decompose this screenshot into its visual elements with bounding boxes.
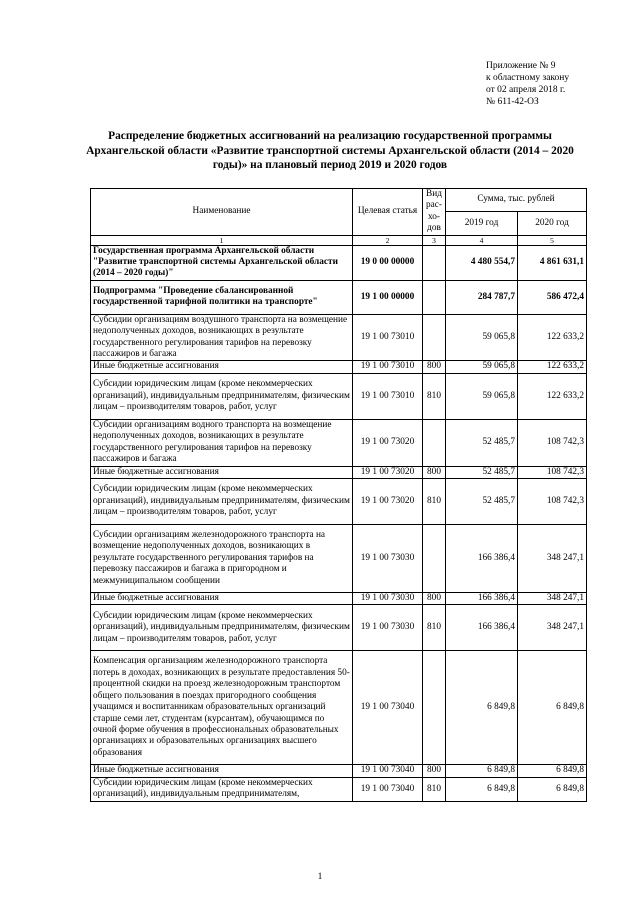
- row-target-code-cell: 19 1 00 73030: [353, 605, 423, 651]
- header-target: Целевая статья: [353, 189, 423, 236]
- header-expense-type: Вид рас-хо-дов: [423, 189, 446, 236]
- page-number: 1: [317, 872, 323, 882]
- row-sum-2019-cell: 52 485,7: [446, 419, 518, 466]
- row-target-code-cell: 19 1 00 73010: [353, 314, 423, 361]
- table-row: [91, 765, 587, 777]
- index-row: [91, 235, 587, 245]
- annex-line: Приложение № 9: [486, 61, 556, 71]
- row-name-cell: Иные бюджетные ассигнования: [91, 765, 353, 777]
- row-name-cell: Субсидии юридическим лицам (кроме некоммерческих организаций), индивидуальным предпринимателям, физическим лицам – производителям товаров, работ, услуг: [91, 373, 353, 419]
- header-2019: 2019 год: [446, 212, 518, 235]
- row-name-cell: Субсидии организациям водного транспорта на возмещение недополученных доходов, возникающих в результате государственного регулирования тарифов на перевозку пассажиров и багажа: [91, 419, 353, 466]
- row-name-cell: Субсидии юридическим лицам (кроме некоммерческих организаций), индивидуальным предпринимателям, физическим лицам – производителям товаров, работ, услуг: [91, 605, 353, 651]
- budget-table: [90, 188, 587, 802]
- table-row: [91, 524, 587, 592]
- table-row: [91, 419, 587, 466]
- row-expense-type-cell: 800: [423, 466, 446, 478]
- row-sum-2020-cell: 122 633,2: [518, 314, 587, 361]
- table-row: [91, 478, 587, 524]
- row-sum-2020-cell: 586 472,4: [518, 280, 587, 314]
- row-target-code-cell: 19 1 00 73040: [353, 651, 423, 765]
- row-sum-2020-cell: 6 849,8: [518, 765, 587, 777]
- row-sum-2019-cell: 4 480 554,7: [446, 245, 518, 280]
- row-expense-type-cell: [423, 419, 446, 466]
- table-row: [91, 373, 587, 419]
- row-expense-type-cell: [423, 245, 446, 280]
- document-title: Распределение бюджетных ассигнований на реализацию государственной программы Архангельской области «Развитие транспортной системы Архангельской области (2014 – 2020 годы)» на плановый период 2019 и 2020 годов: [86, 130, 574, 171]
- row-expense-type-cell: 810: [423, 373, 446, 419]
- table-row: [91, 314, 587, 361]
- row-sum-2019-cell: 6 849,8: [446, 777, 518, 801]
- annex-line: № 611-42-ОЗ: [486, 97, 539, 107]
- row-target-code-cell: 19 1 00 73040: [353, 777, 423, 801]
- row-sum-2020-cell: 108 742,3: [518, 419, 587, 466]
- index-cell: 1: [91, 235, 353, 245]
- row-target-code-cell: 19 1 00 73010: [353, 361, 423, 373]
- header-sum: Сумма, тыс. рублей: [446, 189, 587, 212]
- row-name-cell: Компенсация организациям железнодорожного транспорта потерь в доходах, возникающих в результате предоставления 50-процентной скидки на проезд железнодорожным транспортом общего пользования в поездах пригородного сообщения учащимся и воспитанникам образовательных организаций старше семи лет, студентам (курсантам), обучающимся по очной форме обучения в профессиональных образовательных организациях и образовательных организациях высшего образования: [91, 651, 353, 765]
- row-name-cell: Субсидии юридическим лицам (кроме некоммерческих организаций), индивидуальным предпринимателям,: [91, 777, 353, 801]
- row-name-cell: Иные бюджетные ассигнования: [91, 592, 353, 604]
- row-name-cell: Подпрограмма "Проведение сбалансированной государственной тарифной политики на транспорте": [91, 280, 353, 314]
- row-sum-2019-cell: 166 386,4: [446, 524, 518, 592]
- row-expense-type-cell: 810: [423, 777, 446, 801]
- row-expense-type-cell: [423, 651, 446, 765]
- row-expense-type-cell: [423, 314, 446, 361]
- row-target-code-cell: 19 0 00 00000: [353, 245, 423, 280]
- row-sum-2019-cell: 52 485,7: [446, 478, 518, 524]
- row-expense-type-cell: 810: [423, 605, 446, 651]
- row-target-code-cell: 19 1 00 73020: [353, 419, 423, 466]
- row-sum-2019-cell: 52 485,7: [446, 466, 518, 478]
- index-cell: 5: [518, 235, 587, 245]
- row-target-code-cell: 19 1 00 73030: [353, 524, 423, 592]
- row-sum-2020-cell: 348 247,1: [518, 605, 587, 651]
- row-sum-2020-cell: 6 849,8: [518, 651, 587, 765]
- row-sum-2019-cell: 59 065,8: [446, 373, 518, 419]
- row-expense-type-cell: 800: [423, 361, 446, 373]
- header-row: [91, 189, 587, 212]
- row-sum-2020-cell: 122 633,2: [518, 361, 587, 373]
- row-name-cell: Субсидии организациям железнодорожного транспорта на возмещение недополученных доходов, возникающих в результате государственного регулирования тарифов на перевозку пассажиров и багажа в пригородном и межмуниципальном сообщении: [91, 524, 353, 592]
- row-sum-2019-cell: 284 787,7: [446, 280, 518, 314]
- table-row: [91, 651, 587, 765]
- row-sum-2019-cell: 166 386,4: [446, 592, 518, 604]
- table-row: [91, 777, 587, 801]
- row-sum-2019-cell: 59 065,8: [446, 361, 518, 373]
- index-cell: 2: [353, 235, 423, 245]
- table-row: [91, 280, 587, 314]
- row-target-code-cell: 19 1 00 73020: [353, 466, 423, 478]
- annex-line: от 02 апреля 2018 г.: [486, 85, 566, 95]
- row-sum-2020-cell: 6 849,8: [518, 777, 587, 801]
- index-cell: 4: [446, 235, 518, 245]
- row-sum-2019-cell: 59 065,8: [446, 314, 518, 361]
- annex-line: к областному закону: [486, 73, 570, 83]
- row-sum-2020-cell: 108 742,3: [518, 478, 587, 524]
- row-target-code-cell: 19 1 00 73030: [353, 592, 423, 604]
- row-sum-2019-cell: 6 849,8: [446, 765, 518, 777]
- header-name: Наименование: [91, 189, 353, 236]
- row-target-code-cell: 19 1 00 73040: [353, 765, 423, 777]
- table-row: [91, 605, 587, 651]
- table-row: [91, 361, 587, 373]
- row-sum-2020-cell: 348 247,1: [518, 592, 587, 604]
- row-sum-2020-cell: 348 247,1: [518, 524, 587, 592]
- row-sum-2019-cell: 166 386,4: [446, 605, 518, 651]
- row-name-cell: Государственная программа Архангельской области "Развитие транспортной системы Архангельской области (2014 – 2020 годы)": [91, 245, 353, 280]
- row-sum-2020-cell: 108 742,3: [518, 466, 587, 478]
- row-name-cell: Субсидии юридическим лицам (кроме некоммерческих организаций), индивидуальным предпринимателям, физическим лицам – производителям товаров, работ, услуг: [91, 478, 353, 524]
- row-name-cell: Иные бюджетные ассигнования: [91, 361, 353, 373]
- table-row: [91, 466, 587, 478]
- row-expense-type-cell: 800: [423, 765, 446, 777]
- index-cell: 3: [423, 235, 446, 245]
- table-row: [91, 592, 587, 604]
- row-target-code-cell: 19 1 00 73020: [353, 478, 423, 524]
- row-name-cell: Иные бюджетные ассигнования: [91, 466, 353, 478]
- annex-block: [486, 60, 569, 108]
- row-expense-type-cell: 810: [423, 478, 446, 524]
- row-sum-2019-cell: 6 849,8: [446, 651, 518, 765]
- table-row: [91, 245, 587, 280]
- row-name-cell: Субсидии организациям воздушного транспорта на возмещение недополученных доходов, возникающих в результате государственного регулирования тарифов на перевозку пассажиров и багажа: [91, 314, 353, 361]
- row-target-code-cell: 19 1 00 73010: [353, 373, 423, 419]
- row-sum-2020-cell: 122 633,2: [518, 373, 587, 419]
- header-2020: 2020 год: [518, 212, 587, 235]
- row-expense-type-cell: 800: [423, 592, 446, 604]
- row-expense-type-cell: [423, 280, 446, 314]
- row-target-code-cell: 19 1 00 00000: [353, 280, 423, 314]
- row-sum-2020-cell: 4 861 631,1: [518, 245, 587, 280]
- row-expense-type-cell: [423, 524, 446, 592]
